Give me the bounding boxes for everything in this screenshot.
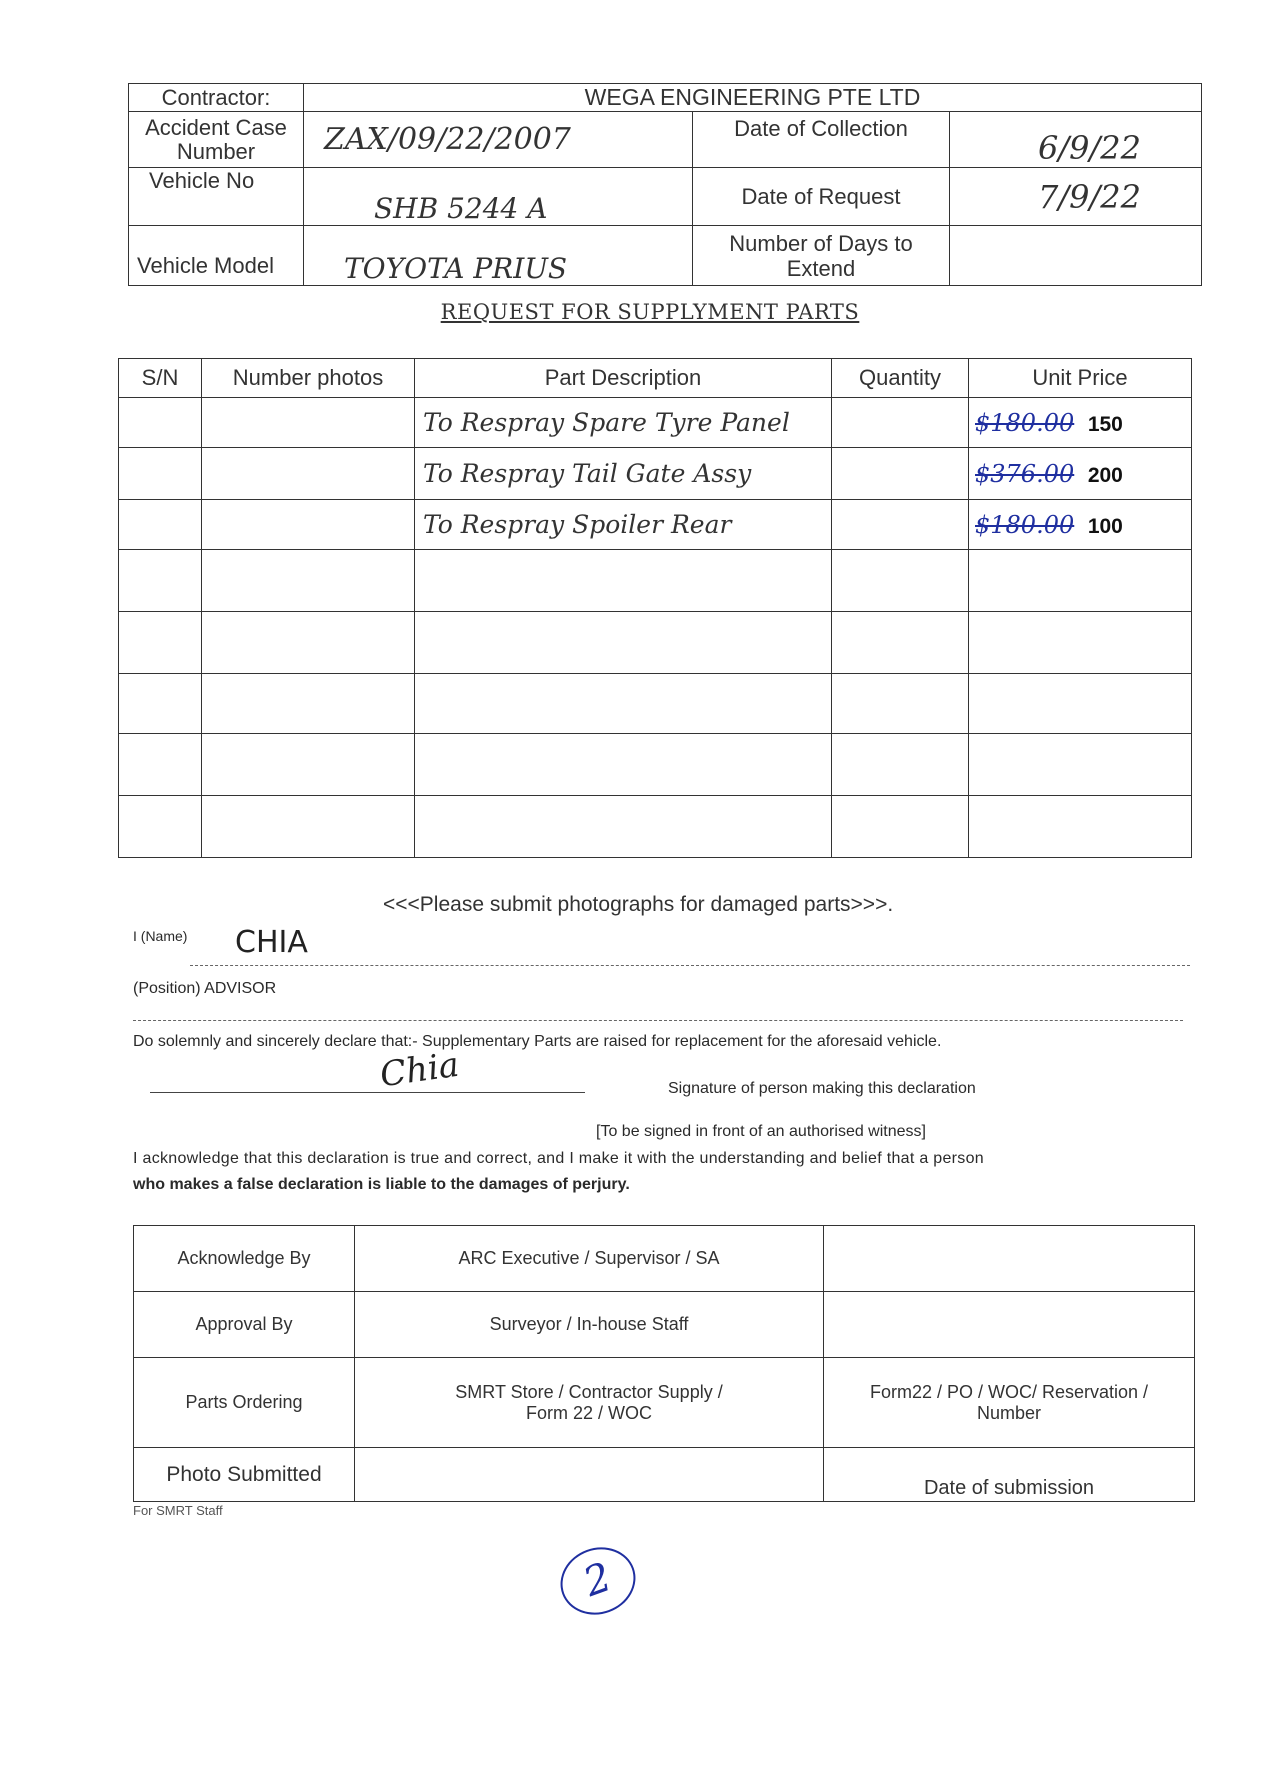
days-extend-label: Number of Days to Extend [693,226,950,286]
contractor-label: Contractor: [129,84,304,112]
unit-price [969,398,1192,448]
col-quantity: Quantity [832,359,969,398]
accident-label: Accident Case Number [129,112,304,168]
footer-note: For SMRT Staff [133,1503,223,1518]
contractor-value: WEGA ENGINEERING PTE LTD [304,84,1202,112]
vehicle-model-label: Vehicle Model [129,226,304,286]
name-value: CHIA [235,925,308,960]
table-row [134,1226,1195,1292]
declaration-statement: Do solemnly and sincerely declare that:- Supplementary Parts are raised for replacement for the aforesaid vehicle. [133,1033,942,1050]
ack-role: SMRT Store / Contractor Supply / Form 22 / WOC [355,1358,824,1448]
table-row [119,734,1192,796]
header-table [128,83,1202,286]
acknowledge-line2: who makes a false declaration is liable to the damages of perjury. [133,1176,630,1193]
col-number-photos: Number photos [202,359,415,398]
accident-value: ZAX/09/22/2007 [304,112,693,168]
section-title: REQUEST FOR SUPPLYMENT PARTS [440,300,860,324]
old-price: $180.00 [975,408,1075,437]
page-number: 2 [551,1537,645,1625]
ack-label: Acknowledge By [134,1226,355,1292]
col-unit-price: Unit Price [969,359,1192,398]
ack-label: Photo Submitted [134,1448,355,1502]
ack-value [824,1292,1195,1358]
name-label: I (Name) [133,928,188,944]
photo-note: <<<Please submit photographs for damaged parts>>>. [383,893,894,916]
table-row [134,1292,1195,1358]
date-request-label: Date of Request [693,168,950,226]
signature: Chia [377,1044,462,1096]
table-row [119,674,1192,734]
table-row [119,500,1192,550]
ack-label: Parts Ordering [134,1358,355,1448]
date-collection-value: 6/9/22 [950,112,1202,168]
old-price: $376.00 [975,459,1075,488]
name-line [190,965,1190,966]
ack-value [824,1226,1195,1292]
table-row [119,398,1192,448]
vehicle-model-value: TOYOTA PRIUS [304,226,693,286]
old-price: $180.00 [975,510,1075,539]
col-part-description: Part Description [415,359,832,398]
table-row [119,612,1192,674]
parts-table [118,358,1192,858]
vehicle-no-value: SHB 5244 A [304,168,693,226]
table-row [119,550,1192,612]
ack-value: Form22 / PO / WOC/ Reservation / Number [824,1358,1195,1448]
date-collection-label: Date of Collection [693,112,950,168]
table-row [134,1448,1195,1502]
witness-note: [To be signed in front of an authorised witness] [596,1123,926,1140]
col-sn: S/N [119,359,202,398]
vehicle-no-label: Vehicle No [129,168,304,226]
date-request-value: 7/9/22 [950,168,1202,226]
new-price: 200 [1087,463,1123,487]
position-label: (Position) ADVISOR [133,980,277,997]
acknowledge-line1: I acknowledge that this declaration is true and correct, and I make it with the understanding and belief that a person [133,1150,985,1167]
table-row [119,796,1192,858]
ack-role: Surveyor / In-house Staff [355,1292,824,1358]
new-price: 100 [1087,514,1123,538]
part-description: To Respray Spoiler Rear [415,500,832,550]
ack-value: Date of submission [824,1448,1195,1502]
table-row [134,1358,1195,1448]
signature-label: Signature of person making this declaration [668,1080,976,1097]
ack-label: Approval By [134,1292,355,1358]
table-row [119,448,1192,500]
unit-price [969,448,1192,500]
acknowledgement-table [133,1225,1195,1502]
new-price: 150 [1087,412,1123,436]
signature-line [150,1092,585,1093]
ack-role [355,1448,824,1502]
position-line [133,1020,1183,1021]
part-description: To Respray Tail Gate Assy [415,448,832,500]
ack-role: ARC Executive / Supervisor / SA [355,1226,824,1292]
unit-price [969,500,1192,550]
part-description: To Respray Spare Tyre Panel [415,398,832,448]
days-extend-value [950,226,1202,286]
